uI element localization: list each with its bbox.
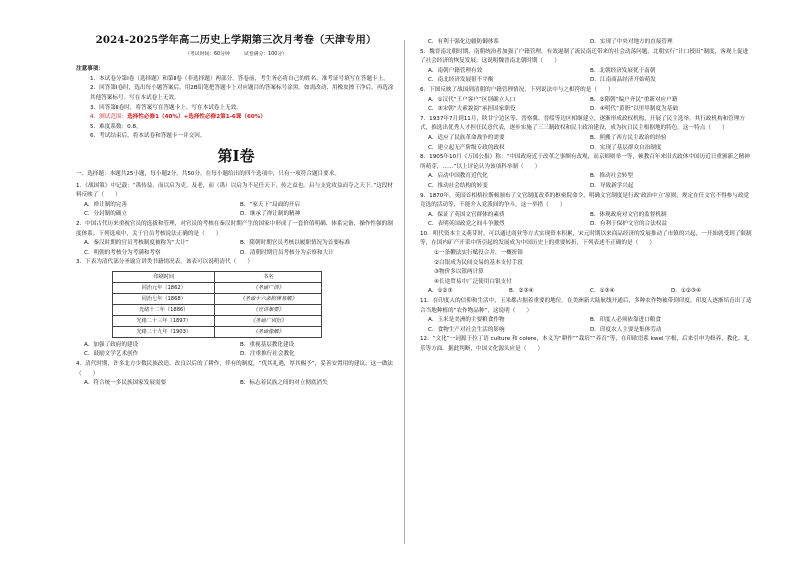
option-row: [420, 182, 752, 192]
question-8: [420, 153, 752, 191]
option-c: C．表明英国政党之间斗争激烈: [428, 221, 505, 228]
option-row: [76, 249, 396, 259]
question-11: [420, 297, 752, 335]
exam-title: 2024-2025学年高二历史上学期第三次月考卷（天津专用）: [95, 34, 377, 46]
option-c: C．明朝的考核分为考满和考察: [84, 249, 161, 256]
option-a: A．禅让制的完善: [84, 201, 127, 208]
question-5: [420, 48, 752, 86]
option-row: [420, 144, 752, 154]
left-column: [76, 34, 396, 389]
question-stem: 5．魏晋南北朝时期，南朝统治者加强了户籍管理，有效遏制了流民南迁带来的社会动荡问题，北朝实行“计口授田”制度，客观上促进了社会经济的恢复发展。这说明魏晋南北朝时期（ ）: [420, 48, 749, 65]
option-b: B．重视基层教化建设: [240, 341, 295, 348]
option-b: B．照搬了西方民主政治的经验: [590, 134, 667, 141]
question-7: [420, 115, 752, 153]
option-c: C．建立起无产阶级专政的政权: [428, 144, 505, 151]
note-test-scope-value: 选择性必修1（40%）+选择性必修2第1-6课（60%）: [127, 114, 266, 121]
question-stem: 7．1937年7月到11月，陕甘宁边区等、晋察冀、晋绥等边区相继建立，逐渐形成政权机构，开展了民主选举。其行政机构和管理方式，推选出优秀人才担任民意代表，逐步实施了三三制政权和民主政治建设，成为抗日民主根据地的特色。这一特点（ ）: [420, 115, 745, 132]
option-row: [420, 172, 752, 182]
option-a: A．加强了政府的建设: [84, 341, 139, 348]
option-row: [420, 326, 752, 336]
option-row: [76, 350, 396, 360]
question-3: [76, 258, 396, 360]
option-b: B．“家天下”局面的开启: [240, 201, 300, 208]
option-d: D．实现了中央对地方的直接管理: [590, 39, 673, 45]
option-d: D．继承了禅让制的精神: [240, 211, 301, 218]
question-stem: 8．1905年10月《万国公报》称：“中国政府近于改革之事颇有改观，而京师则举一等，顿教百年来旧式政体中国历近日重颁新之精神所萌芽，……”以上评论认为该项科举制（ ）: [420, 154, 750, 170]
option-a: A．①②③: [428, 288, 453, 295]
option-b: B．②③④: [509, 288, 534, 295]
question-6: [420, 86, 752, 115]
column-divider: [404, 40, 405, 544]
question-stem: 12．“文化”一词源于拉丁语 culture 和 colere，本义为“耕作”“栽培”“养育”等，在印欧语系 kwel 字根，后来引申为修养、教化、礼乐等方面。据此判断，中国文化源头应是（ ）: [420, 336, 750, 352]
note-item: 2．回答第Ⅰ卷时，选出每小题答案后，用2B铅笔把答题卡上对应题目的答案标号涂黑。如需改动，用橡皮擦干净后，再选涂其他答案标号。写在本试卷上无效。: [90, 85, 394, 101]
table-row: [113, 304, 322, 315]
table-cell: 光绪二十九年（1903）: [113, 326, 215, 337]
option-d: D．有利于保护文官的合法权益: [590, 221, 668, 228]
option-row: [76, 210, 396, 220]
question-1: [76, 182, 396, 220]
question-stem: 4．清代时期，许多北方少数民族改造、改良以后的了耕作，伴有的制度，“优其礼遇，厚其赐予”，妥善安置用的建议。这一做法（ ）: [76, 361, 394, 377]
question-stem: 2．中国古代历来重视官员的选拔和管理，对官员的考核在秦汉时期产生的国家中形成了一套价值明确、体系完备、操作性强的制度体系。下列选项中，关于官员考核说法正确的是（ ）: [76, 220, 393, 237]
option-row: [420, 76, 752, 86]
part-title: 第Ⅰ卷: [217, 146, 255, 165]
question-12: [420, 335, 752, 354]
option-a: A．南朝户籍管理有效: [428, 67, 483, 74]
question-4: [76, 360, 396, 389]
option-c: C．有利于强化边疆防御体系: [428, 39, 500, 45]
note-test-scope: [76, 113, 396, 123]
option-d: D．实现了基层群众自治制度: [590, 144, 662, 151]
statement-item: ③物价多以银两计算: [434, 269, 484, 276]
table-cell: 《圣谕广训》: [215, 282, 322, 293]
option-b: B．印度人必须依靠进口粮食: [590, 317, 661, 324]
option-d: D．导致新学兴起: [590, 182, 634, 189]
option-d: D．④明代“黄册”以里甲制度为基础: [590, 106, 678, 113]
option-a: A．①汉代“王户客户”区别确立人口: [428, 96, 516, 103]
table-row: [113, 282, 322, 293]
table-row: [113, 315, 322, 326]
option-row: [420, 38, 752, 48]
note-submit: 6．考试结束后，将本试卷和答题卡一并交回。: [90, 133, 206, 140]
table-cell: 光绪十二年（1886）: [113, 304, 215, 315]
notes-heading: 注意事项：: [76, 66, 104, 73]
option-b: B．隋朝时期官员考核以履职情况为首要标准: [240, 240, 351, 247]
option-a: A．启动中国教育近代化: [428, 173, 488, 180]
option-d: D．清朝时期官员考核分为京察和大计: [240, 249, 334, 256]
option-row: [420, 287, 752, 297]
option-a: A．玉米是美洲的主要粮食作物: [428, 317, 505, 324]
option-b: B．推动社会转型: [590, 173, 633, 180]
option-b: B．北朝经济发展优于南朝: [590, 67, 656, 74]
table-cell: 《圣谕像解》: [215, 326, 322, 337]
table-header: 书名: [215, 271, 322, 282]
option-d: D．印度农人主要是集体劳动: [590, 326, 662, 333]
statement-item: ④长途贸易中广泛使用白银支付: [434, 278, 512, 285]
option-c: C．分封制的确立: [84, 211, 128, 218]
option-b: B．体现政府对文官的监督机制: [590, 211, 667, 218]
note-test-scope-prefix: 4．测试范围：: [90, 114, 128, 121]
exam-subtitle: （考试时间：60分钟 试卷满分：100分）: [185, 51, 287, 57]
table-cell: 《圣谕广训衍》: [215, 315, 322, 326]
option-a: A．秦汉时期的官员考核制度被称为“大计”: [84, 240, 189, 247]
question-stem: 9．1870年，英国首相格拉斯顿颁布了文官制度改革的枢密院命令，明确文官制度是行政‘政治中立’原则，规定在任文官不得参与政党竞选的活动等，不能介入党派间的争斗，这一举措（ ）: [420, 192, 750, 209]
option-row: [420, 105, 752, 115]
option-row: [76, 379, 396, 389]
option-row: [76, 239, 396, 249]
option-row: [420, 67, 752, 77]
option-row: [420, 96, 752, 106]
option-row: [76, 341, 396, 351]
option-c: C．南北经济发展很不平衡: [428, 77, 494, 84]
option-b: B．②隋朝“编户齐民”重新对应户籍: [590, 96, 678, 103]
option-d: D．①②③④: [671, 288, 701, 295]
statement-item: ①一条鞭法实行赋役合并，一概折银: [434, 250, 523, 257]
option-c: C．①③④: [590, 288, 615, 295]
question-9: [420, 192, 752, 230]
section-intro: 一、选择题：本题共25小题，每小题2分，共50分。在每小题给出的四个选项中，只有一项符合题目要求。: [76, 170, 340, 177]
table-cell: 同治七年（1868）: [113, 293, 215, 304]
option-a: A．符合统一多民族国家发展需要: [84, 380, 167, 387]
table-header: 印刷时间: [113, 271, 215, 282]
table-header-row: [113, 271, 322, 282]
table-row: [113, 326, 322, 337]
question-stem: 1．《战国策》中记载：“禹传益，而以启为吏。及老，而（禹）以启为不足任天下，传之益也。启与支党攻益而夺之天下。”这段材料反映了（ ）: [76, 182, 394, 199]
statement-item: ②白银成为民间交易的基本支付手段: [434, 259, 523, 266]
question-2: [76, 220, 396, 258]
table-cell: 光绪二十三年（1897）: [113, 315, 215, 326]
option-c: C．鼓励文学艺术创作: [84, 351, 139, 358]
note-difficulty: 5．难度系数：0.8。: [90, 123, 142, 130]
note-item: 1．本试卷分第Ⅰ卷（选择题）和第Ⅱ卷（非选择题）两部分。答卷前，考生务必将自己的姓名、准考证号填写在答题卡上。: [90, 75, 389, 82]
question-stem: 10．明代资本主义萌芽时，可以通过商业等方式实现资本积累，宋元时期以来商品经济的发展推动了市镇的兴起，一开始就受到了限制等，在国内矿产开采中所引起的发展成为中国历史上的重要转折，下列表述不正确的是（ ）: [420, 230, 752, 247]
right-column: [420, 38, 752, 355]
question-10: [420, 230, 752, 297]
option-row: [76, 201, 396, 211]
option-row: [420, 211, 752, 221]
question-stem: 11．在印度人的信仰和生活中，玉米都占据着重要的地位。在美洲新大陆航线开通后，多种农作物被带到印度，印度人逐渐培育出了适合当地种植的“农作物品种”，这说明（ ）: [420, 298, 752, 314]
note-item: 3．回答第Ⅱ卷时，将答案写在答题卡上。写在本试卷上无效。: [90, 104, 242, 111]
table-row: [113, 293, 322, 304]
option-row: [420, 220, 752, 230]
book-table: [112, 271, 322, 338]
table-cell: 《圣谕十六条附律易解》: [215, 293, 322, 304]
option-c: C．食物生产对社会生活的影响: [428, 326, 505, 333]
option-row: [420, 316, 752, 326]
option-row: [420, 134, 752, 144]
table-cell: 同治元年（1862）: [113, 282, 215, 293]
option-c: C．③宋朝“大索貌阅”承担国家职役: [428, 106, 516, 113]
option-c: C．推动社会结构的转变: [428, 182, 488, 189]
question-stem: 3．下表为清代部分圣谕宣讲类书籍情况表。该表可以说明清代（ ）: [76, 259, 253, 266]
question-stem: 6．下图反映了战国到清朝的户籍管理情况，下列说法中与之相符的是（ ）: [420, 86, 614, 93]
option-d: D．注重推行社会教化: [240, 351, 295, 358]
option-d: D．江南商品经济开始萌发: [590, 77, 656, 84]
option-a: A．适应了民族革命战争的需要: [428, 134, 505, 141]
option-b: B．标志着民族之间的对立彻底消失: [240, 380, 328, 387]
option-a: A．保证了英国文官群体的素质: [428, 211, 505, 218]
table-cell: 《宣讲集要》: [215, 304, 322, 315]
